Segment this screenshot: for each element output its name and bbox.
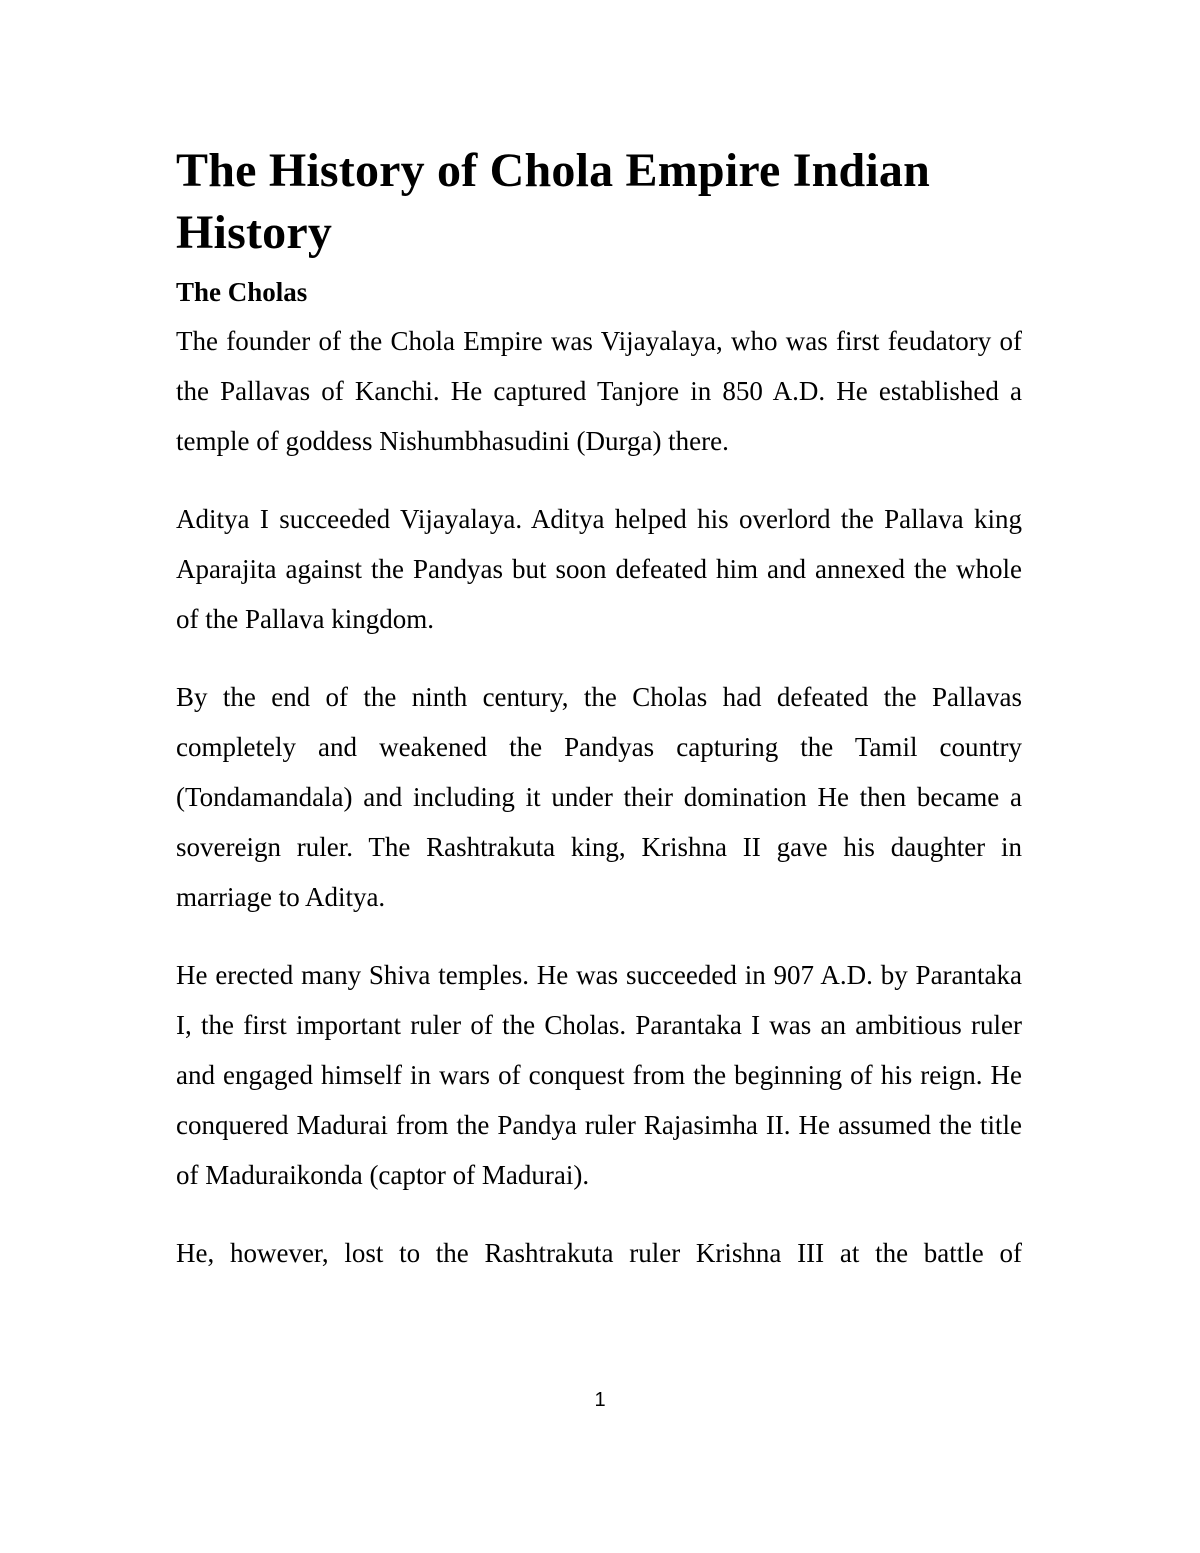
page-number: 1 [594, 1389, 606, 1411]
document-body [176, 140, 1022, 1278]
paragraph-1: The founder of the Chola Empire was Vijayalaya, who was first feudatory of the Pallavas of Kanchi. He captured Tanjore in 850 A.D. He established a temple of goddess Nishumbhasudini (Durga) there. [176, 326, 1022, 456]
section-heading: The Cholas [176, 277, 308, 307]
paragraph-5: He, however, lost to the Rashtrakuta ruler Krishna III at the battle of [176, 1238, 1022, 1268]
paragraph-2: Aditya I succeeded Vijayalaya. Aditya helped his overlord the Pallava king Aparajita against the Pandyas but soon defeated him and annexed the whole of the Pallava kingdom. [176, 504, 1022, 634]
paragraph-4: He erected many Shiva temples. He was succeeded in 907 A.D. by Parantaka I, the first important ruler of the Cholas. Parantaka I was an ambitious ruler and engaged himself in wars of conquest from the beginning of his reign. He conquered Madurai from the Pandya ruler Rajasimha II. He assumed the title of Maduraikonda (captor of Madurai). [176, 960, 1022, 1190]
document-title: The History of Chola Empire Indian History [176, 144, 931, 259]
paragraph-3: By the end of the ninth century, the Cholas had defeated the Pallavas completely and weakened the Pandyas capturing the Tamil country (Tondamandala) and including it under their domination He then became a sovereign ruler. The Rashtrakuta king, Krishna II gave his daughter in marriage to Aditya. [176, 682, 1022, 912]
